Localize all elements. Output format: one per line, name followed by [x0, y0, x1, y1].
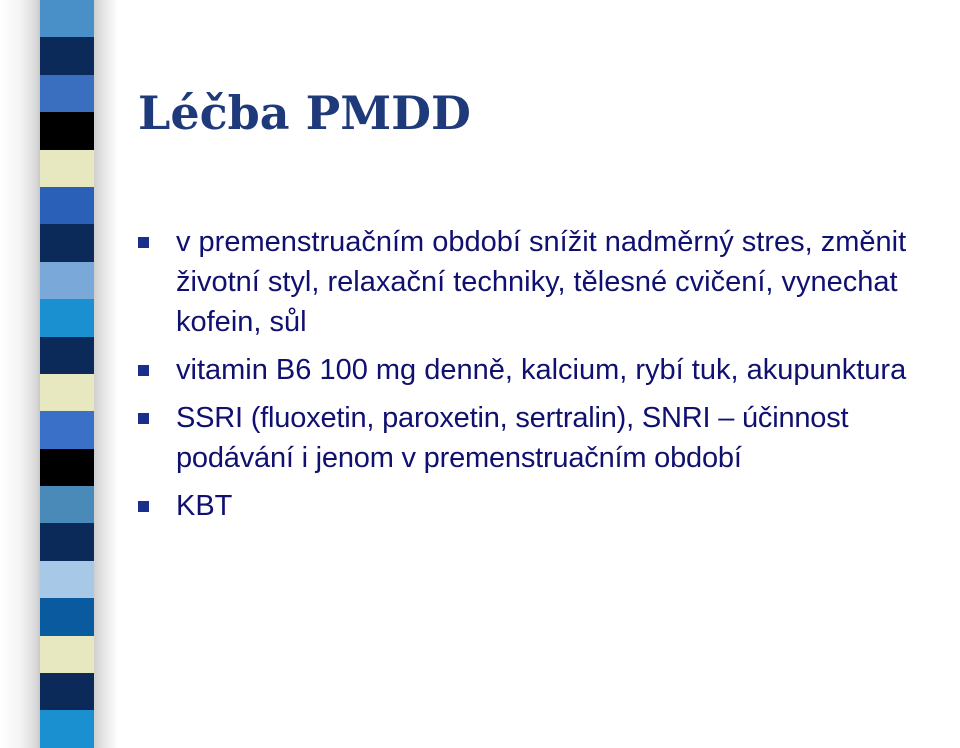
- slide-title: Léčba PMDD: [138, 86, 471, 140]
- decorative-bar-segment: [40, 150, 94, 187]
- bullet-item-vitamins: [138, 350, 960, 390]
- bullet-text: vitamin B6 100 mg denně, kalcium, rybí tuk, akupunktura: [176, 354, 907, 386]
- decorative-bar-segment: [40, 299, 94, 336]
- bullet-list: [138, 222, 960, 534]
- decorative-bar-segment: [40, 37, 94, 74]
- decorative-bar-segment: [40, 337, 94, 374]
- decorative-bar-segment: [40, 112, 94, 149]
- decorative-bar-segment: [40, 262, 94, 299]
- bullet-text: KBT: [176, 490, 233, 522]
- decorative-color-bar: [40, 0, 94, 748]
- decorative-bar-segment: [40, 75, 94, 112]
- square-bullet-icon: [138, 501, 149, 512]
- decorative-bar-segment: [40, 411, 94, 448]
- decorative-bar-segment: [40, 523, 94, 560]
- decorative-bar-segment: [40, 636, 94, 673]
- bullet-text: v premenstruačním období snížit nadměrný stres, změnit životní styl, relaxační techniky, tělesné cvičení, vynechat kofein, sůl: [176, 226, 907, 338]
- bullet-item-stress: [138, 222, 960, 342]
- decorative-bar-segment: [40, 710, 94, 747]
- bullet-item-kbt: [138, 486, 960, 526]
- decorative-bar-segment: [40, 449, 94, 486]
- bullet-item-medication: [138, 398, 960, 478]
- square-bullet-icon: [138, 365, 149, 376]
- bullet-text: SSRI (fluoxetin, paroxetin, sertralin), SNRI – účinnost podávání i jenom v premenstruačním období: [176, 402, 849, 474]
- square-bullet-icon: [138, 237, 149, 248]
- square-bullet-icon: [138, 413, 149, 424]
- decorative-bar-segment: [40, 598, 94, 635]
- decorative-bar-segment: [40, 374, 94, 411]
- decorative-bar-segment: [40, 224, 94, 261]
- decorative-bar-segment: [40, 0, 94, 37]
- decorative-bar-segment: [40, 561, 94, 598]
- decorative-bar-segment: [40, 486, 94, 523]
- decorative-bar-segment: [40, 673, 94, 710]
- decorative-bar-segment: [40, 187, 94, 224]
